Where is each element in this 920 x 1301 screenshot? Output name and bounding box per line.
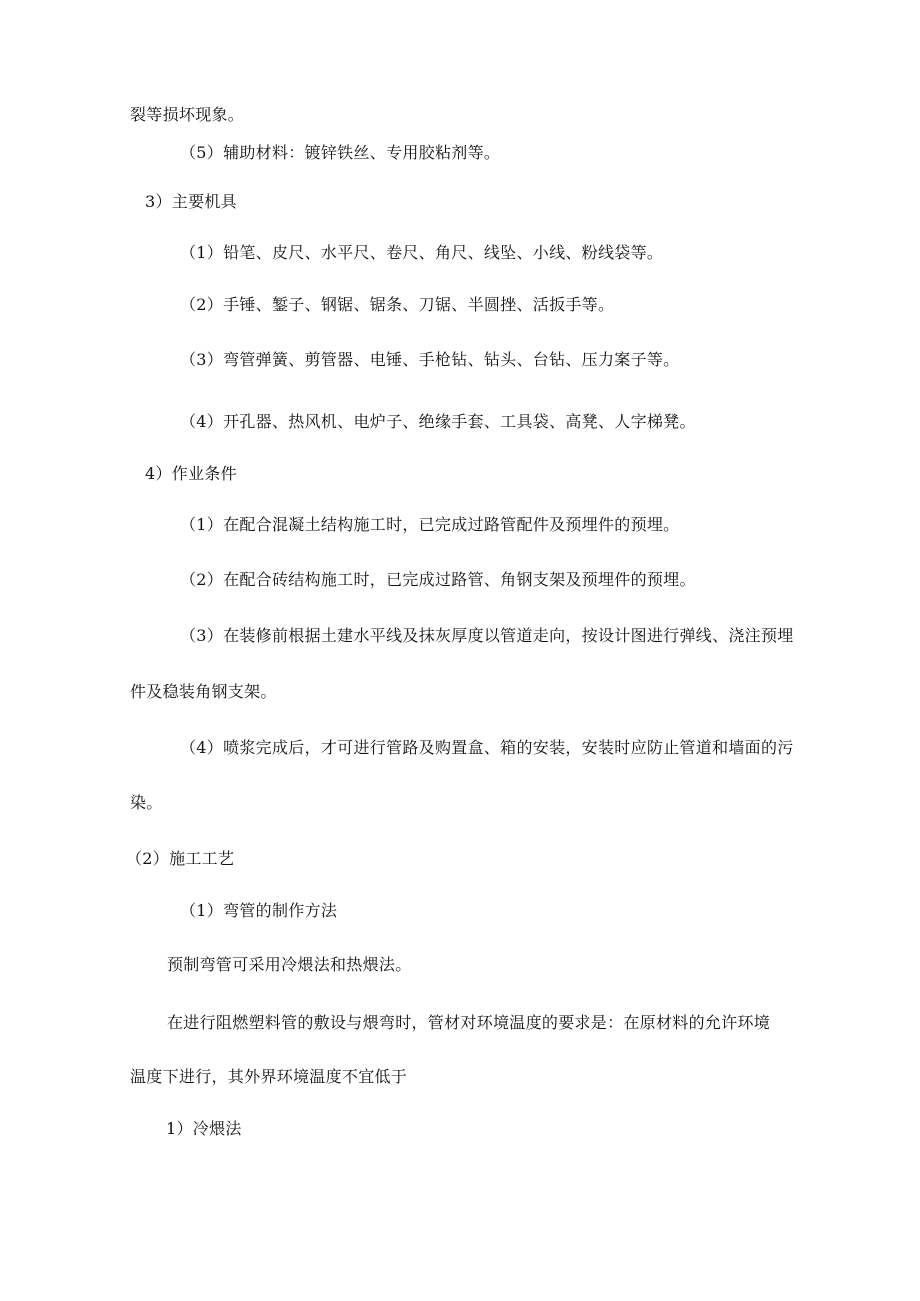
section-heading: 1）冷煨法 xyxy=(166,1119,242,1138)
text-line: （1）铅笔、皮尺、水平尺、卷尺、角尺、线坠、小线、粉线袋等。 xyxy=(180,243,664,262)
text-line: 在进行阻燃塑料管的敷设与煨弯时，管材对环境温度的要求是：在原材料的允许环境 xyxy=(167,1013,771,1032)
text-line: 染。 xyxy=(130,793,163,812)
text-line: 裂等损坏现象。 xyxy=(130,105,245,124)
section-heading: 4）作业条件 xyxy=(145,464,237,483)
text-line: （2）在配合砖结构施工时，已完成过路管、角钢支架及预埋件的预埋。 xyxy=(180,570,696,589)
text-line: 件及稳装角钢支架。 xyxy=(130,682,277,701)
text-line: 温度下进行，其外界环境温度不宜低于 xyxy=(130,1067,408,1086)
section-heading: （2）施工工艺 xyxy=(126,849,235,868)
text-line: （1）弯管的制作方法 xyxy=(180,901,338,920)
text-line: （4）喷浆完成后，才可进行管路及购置盒、箱的安装，安装时应防止管道和墙面的污 xyxy=(180,738,794,757)
text-line: 预制弯管可采用冷煨法和热煨法。 xyxy=(167,955,412,974)
text-line: （4）开孔器、热风机、电炉子、绝缘手套、工具袋、高凳、人字梯凳。 xyxy=(180,412,696,431)
text-line: （3）在装修前根据土建水平线及抹灰厚度以管道走向，按设计图进行弹线、浇注预埋 xyxy=(180,626,794,645)
text-line: （5）辅助材料：镀锌铁丝、专用胶粘剂等。 xyxy=(180,143,501,162)
text-line: （1）在配合混凝土结构施工时，已完成过路管配件及预埋件的预埋。 xyxy=(180,515,680,534)
section-heading: 3）主要机具 xyxy=(145,192,237,211)
text-line: （2）手锤、錾子、钢锯、锯条、刀锯、半圆挫、活扳手等。 xyxy=(180,295,615,314)
text-line: （3）弯管弹簧、剪管器、电锤、手枪钻、钻头、台钻、压力案子等。 xyxy=(180,350,680,369)
